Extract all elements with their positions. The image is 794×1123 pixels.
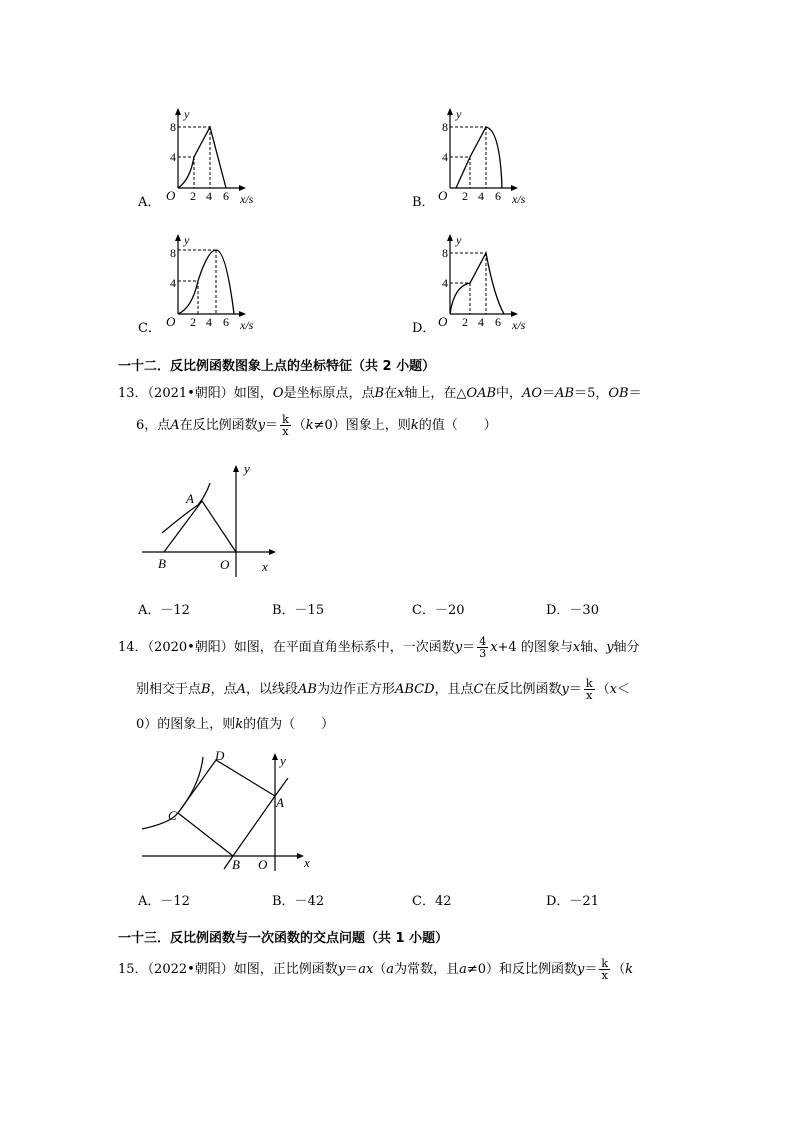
option-c-label: C． (138, 321, 161, 336)
point-b-label: B (232, 857, 240, 872)
x-tick-4: 4 (478, 189, 484, 203)
x-tick-6: 6 (495, 315, 501, 329)
option-d-label: D． (412, 321, 436, 336)
y-axis-label: y (456, 233, 462, 247)
q13-figure (140, 455, 290, 580)
y-axis-label: y (244, 461, 250, 476)
q14-option-a: A．－12 (138, 894, 190, 909)
option-a-label: A． (138, 195, 161, 210)
q14-option-b: B．－42 (272, 894, 325, 909)
y-axis-label: y (280, 753, 286, 768)
graph-option-d (432, 226, 542, 336)
x-axis-label: x/s (240, 318, 254, 332)
origin-label: O (258, 857, 268, 872)
y-tick-8: 8 (442, 246, 448, 260)
x-tick-2: 2 (190, 315, 196, 329)
x-tick-2: 2 (462, 189, 468, 203)
y-tick-4: 4 (170, 150, 176, 164)
q14-fraction: $\frac{4}{3}$ (479, 635, 487, 660)
q15-line-1: 15．（2022•朝阳）如图，正比例函数y＝ax（a为常数，且a≠0）和反比例函数y＝ $\frac{k}{x}$ （k (118, 957, 633, 982)
x-axis-label: x/s (512, 318, 526, 332)
section-13-title: 一十三．反比例函数与一次函数的交点问题（共 1 小题） (118, 931, 449, 946)
x-tick-4: 4 (478, 315, 484, 329)
point-d-label: D (215, 748, 225, 763)
q14-line-3: 0）的图象上，则k的值为（ ） (136, 717, 335, 732)
origin-label: O (438, 188, 448, 203)
y-tick-4: 4 (442, 276, 448, 290)
q13-line-2: 6，点A在反比例函数y＝ $\frac{k}{x}$ （k≠0）图象上，则k的值（ ） (136, 413, 497, 438)
x-tick-4: 4 (206, 189, 212, 203)
y-tick-4: 4 (170, 276, 176, 290)
origin-label: O (438, 314, 448, 329)
q14-figure (140, 745, 320, 875)
x-tick-6: 6 (223, 315, 229, 329)
q13-line-1: 13．（2021•朝阳）如图，O是坐标原点，点B在x轴上，在△OAB中，AO＝AB＝5，OB＝ (118, 386, 642, 401)
q14-line-2: 别相交于点B，点A，以线段AB为边作正方形ABCD，且点C在反比例函数y＝ $\frac{k}{x}$ （x＜ (136, 677, 630, 702)
x-tick-6: 6 (223, 189, 229, 203)
x-tick-2: 2 (462, 315, 468, 329)
origin-label: O (166, 188, 176, 203)
q13-option-a: A．－12 (138, 603, 190, 618)
option-b-label: B． (412, 195, 435, 210)
q14-line-1: 14．（2020•朝阳）如图，在平面直角坐标系中，一次函数y＝ $\frac{4}{3}$ x+4 的图象与x轴、y轴分 (118, 635, 640, 660)
q15-fraction: $\frac{k}{x}$ (601, 957, 609, 982)
q14-fraction-2: $\frac{k}{x}$ (585, 677, 593, 702)
q13-option-c: C．－20 (412, 603, 465, 618)
q13-option-b: B．－15 (272, 603, 325, 618)
y-tick-8: 8 (170, 120, 176, 134)
y-axis-label: y (184, 107, 190, 121)
q14-option-d: D．－21 (546, 894, 599, 909)
graph-option-c (160, 226, 270, 336)
point-a-label: A (186, 491, 194, 506)
x-axis-label: x (262, 559, 268, 574)
x-axis-label: x (304, 855, 310, 870)
point-b-label: B (158, 556, 166, 571)
y-axis-label: y (184, 233, 190, 247)
origin-label: O (220, 557, 230, 572)
x-tick-2: 2 (190, 189, 196, 203)
y-axis-label: y (456, 107, 462, 121)
q13-fraction: $\frac{k}{x}$ (282, 413, 289, 438)
x-tick-4: 4 (206, 315, 212, 329)
x-axis-label: x/s (512, 192, 526, 206)
point-a-label: A (276, 795, 284, 810)
y-tick-8: 8 (442, 120, 448, 134)
y-tick-4: 4 (442, 150, 448, 164)
graph-option-b (432, 100, 542, 210)
y-tick-8: 8 (170, 246, 176, 260)
q13-option-d: D．－30 (546, 603, 599, 618)
q14-option-c: C．42 (412, 894, 452, 909)
graph-option-a (160, 100, 270, 210)
section-12-title: 一十二．反比例函数图象上点的坐标特征（共 2 小题） (118, 359, 436, 374)
x-axis-label: x/s (240, 192, 254, 206)
x-tick-6: 6 (495, 189, 501, 203)
point-c-label: C (168, 808, 177, 823)
origin-label: O (166, 314, 176, 329)
